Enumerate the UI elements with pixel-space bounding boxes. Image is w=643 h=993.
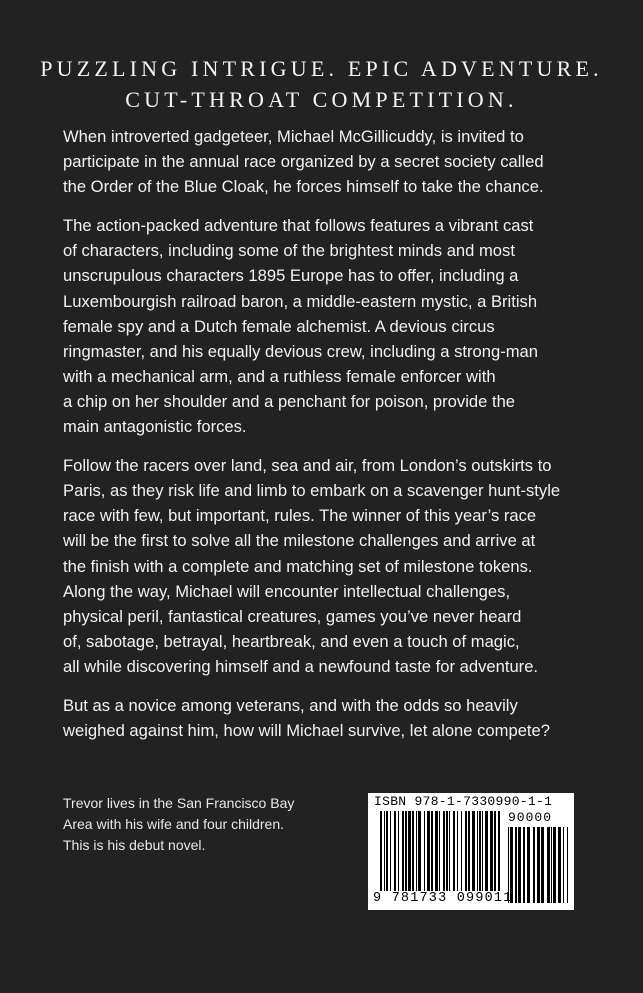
headline — [0, 53, 643, 115]
blurb-line: all while discovering himself and a newfound taste for adventure. — [63, 656, 539, 676]
headline-line-2: CUT-THROAT COMPETITION. — [125, 87, 518, 112]
blurb-line: race with few, but important, rules. The winner of this year’s race — [63, 506, 537, 526]
blurb-line: of characters, including some of the brightest minds and most — [63, 241, 515, 261]
blurb-line: a chip on her shoulder and a penchant for poison, provide the — [63, 391, 516, 411]
barcode-ean-digits: 9 781733 099011 — [373, 891, 513, 906]
bio-line: Area with his wife and four children. — [63, 816, 284, 832]
blurb-paragraph-1 — [63, 124, 593, 199]
book-blurb — [63, 124, 593, 757]
headline-line-1: PUZZLING INTRIGUE. EPIC ADVENTURE. — [40, 56, 603, 81]
blurb-line: Paris, as they risk life and limb to embark on a scavenger hunt-style — [63, 481, 561, 501]
blurb-line: the finish with a complete and matching set of milestone tokens. — [63, 556, 533, 576]
isbn-barcode — [368, 793, 574, 910]
blurb-line: Follow the racers over land, sea and air, from London’s outskirts to — [63, 456, 552, 476]
blurb-paragraph-4 — [63, 693, 593, 743]
blurb-line: Luxembourgish railroad baron, a middle-eastern mystic, a British — [63, 291, 538, 311]
blurb-line: will be the first to solve all the milestone challenges and arrive at — [63, 531, 536, 551]
isbn-label: ISBN 978-1-7330990-1-1 — [374, 794, 553, 809]
blurb-line: physical peril, fantastical creatures, games you’ve never heard — [63, 606, 522, 626]
blurb-line: the Order of the Blue Cloak, he forces himself to take the chance. — [63, 177, 544, 197]
blurb-line: weighed against him, how will Michael survive, let alone compete? — [63, 721, 550, 741]
blurb-line: The action-packed adventure that follows features a vibrant cast — [63, 216, 534, 236]
bio-line: This is his debut novel. — [63, 837, 206, 853]
blurb-line: But as a novice among veterans, and with the odds so heavily — [63, 695, 518, 715]
blurb-paragraph-2 — [63, 213, 593, 439]
blurb-paragraph-3 — [63, 453, 593, 679]
blurb-line: of, sabotage, betrayal, heartbreak, and even a touch of magic, — [63, 631, 520, 651]
author-bio — [63, 793, 353, 856]
blurb-line: Along the way, Michael will encounter intellectual challenges, — [63, 581, 511, 601]
barcode-addon-digits: 90000 — [508, 810, 553, 825]
blurb-line: with a mechanical arm, and a ruthless female enforcer with — [63, 366, 496, 386]
bio-line: Trevor lives in the San Francisco Bay — [63, 795, 295, 811]
blurb-line: main antagonistic forces. — [63, 417, 247, 437]
blurb-line: participate in the annual race organized by a secret society called — [63, 152, 544, 172]
blurb-line: unscrupulous characters 1895 Europe has to offer, including a — [63, 266, 519, 286]
blurb-line: When introverted gadgeteer, Michael McGillicuddy, is invited to — [63, 127, 524, 146]
blurb-line: ringmaster, and his equally devious crew, including a strong-man — [63, 341, 539, 361]
blurb-line: female spy and a Dutch female alchemist. A devious circus — [63, 316, 495, 336]
